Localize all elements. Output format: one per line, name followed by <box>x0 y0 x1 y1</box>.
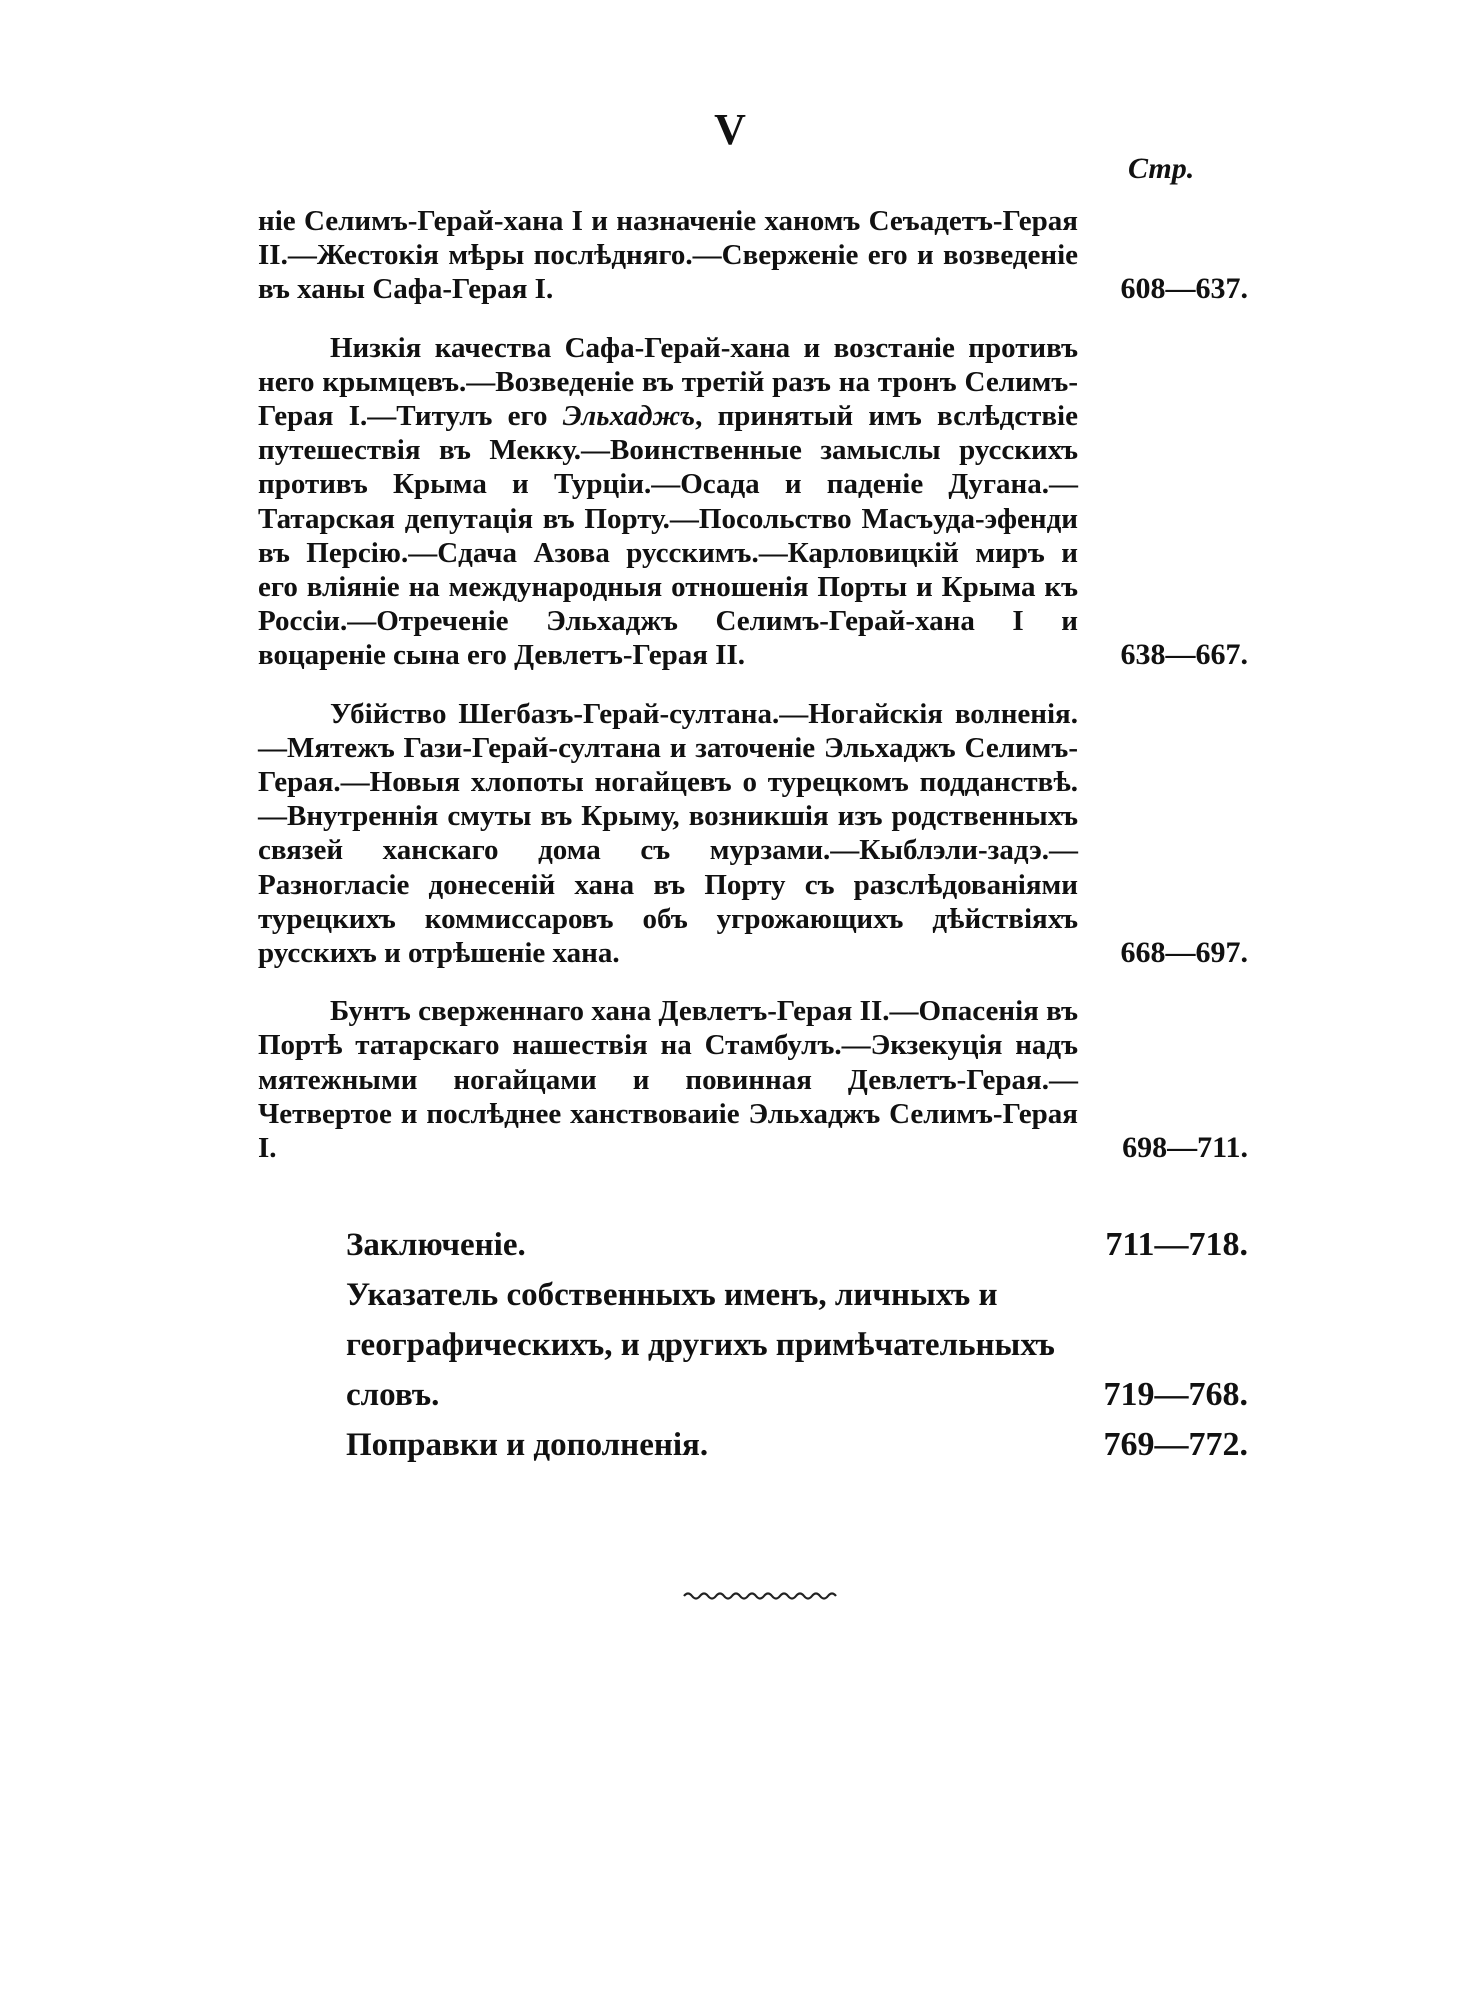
closing-row-conclusion <box>346 1220 1248 1270</box>
closing-pages: 769—772. <box>1103 1426 1248 1463</box>
closing-pages: 711—718. <box>1105 1226 1248 1263</box>
toc-entry-text <box>258 331 1078 673</box>
toc-entry <box>258 331 1248 673</box>
toc-entry-pages: 608—637. <box>1120 272 1248 306</box>
closing-row-corrections <box>346 1420 1248 1470</box>
closing-pages: 719—768. <box>1103 1376 1248 1413</box>
closing-row-index <box>346 1270 1248 1420</box>
closing-label: Указатель собственныхъ именъ, личныхъ и географическихъ, и другихъ примѣчательныхъ словъ. <box>346 1277 1055 1413</box>
toc-entry <box>258 204 1248 307</box>
toc-entry <box>258 994 1248 1165</box>
toc-entry-pages: 638—667. <box>1120 638 1248 672</box>
toc-entry-pages: 668—697. <box>1120 936 1248 970</box>
toc-entry-text: ніе Селимъ-Герай-хана I и назначеніе ханомъ Сеъадетъ-Герая II.—Жестокія мѣры послѣдняго.—Сверженіе его и возведеніе въ ханы Сафа-Герая I. <box>258 205 1078 306</box>
page-number: V <box>714 105 746 154</box>
toc-entry-text-part: Низкія качества Сафа-Герай-хана и возстаніе противъ него крымцевъ.—Возведеніе въ третій разъ на тронъ Селимъ-Герая I.—Титулъ его <box>258 331 1078 433</box>
toc-entry <box>258 697 1248 971</box>
closing-label: Заключеніе. <box>346 1227 526 1263</box>
toc-entry-italic-term: Эльхаджъ <box>562 400 696 433</box>
toc-entry-text: Убійство Шегбазъ-Герай-султана.—Ногайскія волненія.—Мятежъ Гази-Герай-султана и заточеніе Эльхаджъ Селимъ-Герая.—Новыя хлопоты ногайцевъ о турецкомъ подданствѣ.—Внутреннія смуты въ Крыму, возникшія изъ родственныхъ связей ханскаго дома съ мурзами.—Кыблэли-задэ.—Разногласіе донесеній хана въ Порту съ разслѣдованіями турецкихъ коммиссаровъ объ угрожающихъ дѣйствіяхъ русскихъ и отрѣшеніе хана. <box>258 697 1078 970</box>
closing-section <box>346 1220 1248 1470</box>
closing-label: Поправки и дополненія. <box>346 1427 709 1463</box>
toc-entries <box>258 204 1248 1189</box>
toc-entry-text: Бунтъ сверженнаго хана Девлетъ-Герая II.—Опасенія въ Портѣ татарскаго нашествія на Стамбулъ.—Экзекуція надъ мятежными ногайцами и повинная Девлетъ-Герая.—Четвертое и послѣднее ханствоваиіе Эльхаджъ Селимъ-Герая I. <box>258 995 1078 1165</box>
wavy-ornament <box>682 1588 842 1604</box>
toc-entry-text-part: , принятый имъ вслѣдствіе путешествія въ Мекку.—Воинственные замыслы русскихъ противъ Крыма и Турціи.—Осада и паденіе Дугана.—Татарская депутація въ Порту.—Посольство Масъуда-эфенди въ Персію.—Сдача Азова русскимъ.—Карловицкій миръ и его вліяніе на международныя отношенія Порты и Крыма къ Россіи.—Отреченіе Эльхаджъ Селимъ-Герай-хана I и воцареніе сына его Девлетъ-Герая II. <box>258 400 1078 672</box>
pages-column-header: Стр. <box>1128 152 1195 185</box>
toc-entry-pages: 698—711. <box>1122 1131 1248 1165</box>
